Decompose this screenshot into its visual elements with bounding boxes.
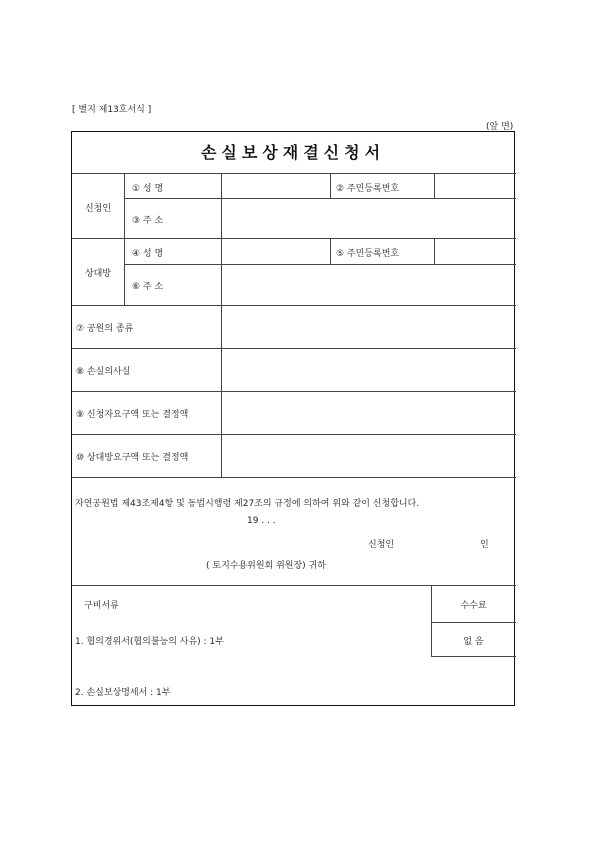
divider	[124, 264, 516, 265]
opponent-section-label: 상대방	[84, 269, 112, 279]
divider	[72, 434, 516, 435]
park-type-label: ⑦ 공원의 종류	[76, 324, 134, 334]
opponent-rrn-label: ⑤ 주민등록번호	[336, 249, 400, 259]
application-statement: 자연공원법 제43조제4항 및 동법시행령 제27조의 규정에 의하여 위와 같이 신청합니다.	[75, 499, 420, 509]
divider	[72, 305, 516, 306]
applicant-rrn-label: ② 주민등록번호	[336, 184, 400, 194]
divider	[72, 238, 516, 239]
page-side-label: (앞 면)	[486, 122, 514, 132]
divider	[330, 238, 331, 264]
form-title: 손실보상재결신청서	[200, 143, 386, 162]
applicant-name-label: ① 성 명	[132, 184, 164, 194]
signer-label: 신청인	[368, 540, 395, 550]
loss-fact-label: ⑧ 손실의사실	[76, 367, 131, 377]
divider	[434, 173, 435, 198]
seal-mark: 인	[480, 540, 489, 550]
applicant-amount-label: ⑨ 신청자요구액 또는 결정액	[76, 410, 189, 420]
fee-header: 수수료	[460, 601, 487, 611]
divider	[72, 391, 516, 392]
divider	[431, 656, 516, 657]
divider	[72, 173, 516, 174]
applicant-section-label: 신청인	[84, 204, 112, 214]
document-item: 1. 협의경위서(협의불능의 사유) : 1부	[75, 637, 224, 647]
divider	[330, 173, 331, 198]
application-form	[71, 131, 515, 706]
form-number-label: [ 별지 제13호서식 ]	[72, 105, 152, 115]
opponent-amount-label: ⑩ 상대방요구액 또는 결정액	[76, 453, 189, 463]
divider	[221, 173, 222, 477]
required-documents-header: 구비서류	[84, 601, 119, 611]
divider	[434, 238, 435, 264]
divider	[431, 622, 516, 623]
divider	[72, 585, 516, 586]
divider	[124, 198, 516, 199]
divider	[124, 173, 125, 305]
document-item: 2. 손실보상명세서 : 1부	[75, 688, 171, 698]
opponent-name-label: ④ 성 명	[132, 249, 164, 259]
divider	[72, 348, 516, 349]
opponent-address-label: ⑥ 주 소	[132, 282, 164, 292]
applicant-address-label: ③ 주 소	[132, 216, 164, 226]
application-date: 19 . . .	[247, 516, 276, 526]
recipient-line: ( 토지수용위원회 위원장) 귀하	[206, 561, 326, 571]
fee-value: 없 음	[463, 637, 484, 647]
divider	[72, 477, 516, 478]
